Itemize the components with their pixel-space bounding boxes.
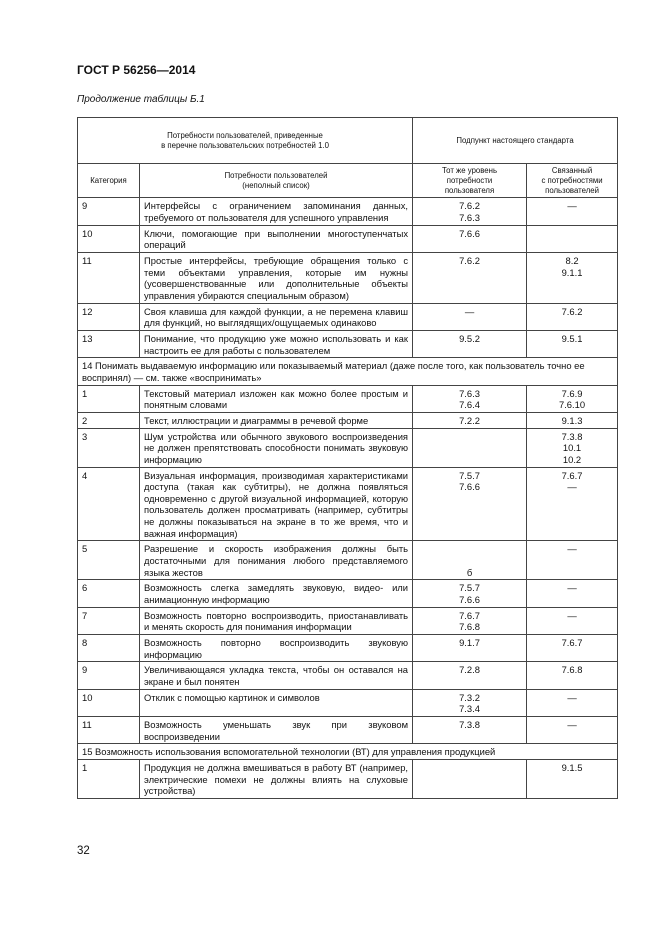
same-level-cell — [413, 759, 527, 798]
need-text-cell: Простые интерфейсы, требующие обращения только с теми объектами управления, которые им нужны (усовершенствованные или дополнительные объекты управления убираются специальным образом) — [140, 253, 413, 304]
table-row — [78, 541, 618, 580]
table-row — [78, 467, 618, 541]
table-row — [78, 225, 618, 252]
need-text-cell: Разрешение и скорость изображения должны быть достаточными для понимания любого представляемого языка жестов — [140, 541, 413, 580]
need-text-cell: Понимание, что продукцию уже можно использовать и как настроить ее для работы с пользователем — [140, 330, 413, 357]
need-text-cell: Возможность повторно воспроизводить, приостанавливать и менять скорость для понимания информации — [140, 607, 413, 634]
table-row — [78, 385, 618, 412]
category-cell: 6 — [78, 580, 140, 607]
related-cell: 7.6.8 — [527, 662, 618, 689]
need-text-cell: Продукция не должна вмешиваться в работу ВТ (например, электрические помехи не должны влиять на слуховые устройства) — [140, 759, 413, 798]
need-text-cell: Визуальная информация, производимая характеристиками доступа (такая как субтитры), не должна появляться одновременно с другой визуальной информацией, которую пользователь должен просматривать (например, субтитры не должны показываться на экране в то же время, что и важная информация) — [140, 467, 413, 541]
category-cell: 9 — [78, 198, 140, 225]
table-row — [78, 607, 618, 634]
related-cell: — — [527, 198, 618, 225]
related-cell: — — [527, 716, 618, 743]
same-level-cell: 7.2.2 — [413, 412, 527, 428]
table-body — [78, 198, 618, 799]
document-title: ГОСТ Р 56256—2014 — [77, 63, 196, 77]
page-number: 32 — [77, 845, 90, 857]
table-row — [78, 635, 618, 662]
need-text-cell: Текст, иллюстрации и диаграммы в речевой форме — [140, 412, 413, 428]
category-cell: 10 — [78, 225, 140, 252]
need-text-cell: Интерфейсы с ограничением запоминания данных, требуемого от пользователя для успешного управления — [140, 198, 413, 225]
needs-table — [77, 117, 618, 799]
same-level-cell: 9.5.2 — [413, 330, 527, 357]
related-cell — [527, 225, 618, 252]
related-cell: 7.3.8 10.1 10.2 — [527, 428, 618, 467]
category-cell: 5 — [78, 541, 140, 580]
related-cell: 7.6.9 7.6.10 — [527, 385, 618, 412]
same-level-cell: 7.3.8 — [413, 716, 527, 743]
related-cell: — — [527, 541, 618, 580]
table-row — [78, 662, 618, 689]
related-cell: 9.5.1 — [527, 330, 618, 357]
same-level-cell — [413, 428, 527, 467]
category-cell: 2 — [78, 412, 140, 428]
related-cell: 8.2 9.1.1 — [527, 253, 618, 304]
table-group-row — [78, 744, 618, 760]
same-level-cell: 9.1.7 — [413, 635, 527, 662]
table-row — [78, 689, 618, 716]
group-heading: 14 Понимать выдаваемую информацию или показываемый материал (даже после того, как пользователь точно ее воспринял) — см. также «воспринимать» — [78, 358, 618, 385]
same-level-cell: 7.5.7 7.6.6 — [413, 467, 527, 541]
header-needs: Потребности пользователей (неполный список) — [140, 164, 413, 198]
table-group-row — [78, 358, 618, 385]
same-level-cell: 7.6.2 — [413, 253, 527, 304]
related-cell: 9.1.3 — [527, 412, 618, 428]
need-text-cell: Возможность слегка замедлять звуковую, видео- или анимационную информацию — [140, 580, 413, 607]
table-row — [78, 330, 618, 357]
category-cell: 4 — [78, 467, 140, 541]
related-cell: — — [527, 607, 618, 634]
header-same-level: Тот же уровень потребности пользователя — [413, 164, 527, 198]
same-level-cell: 7.5.7 7.6.6 — [413, 580, 527, 607]
same-level-cell: 7.6.3 7.6.4 — [413, 385, 527, 412]
need-text-cell: Ключи, помогающие при выполнении многоступенчатых операций — [140, 225, 413, 252]
category-cell: 13 — [78, 330, 140, 357]
category-cell: 11 — [78, 716, 140, 743]
table-row — [78, 580, 618, 607]
table-row — [78, 716, 618, 743]
same-level-cell: 7.6.6 — [413, 225, 527, 252]
same-level-cell: 7.3.2 7.3.4 — [413, 689, 527, 716]
related-cell: — — [527, 580, 618, 607]
header-subclause: Подпункт настоящего стандарта — [413, 118, 618, 164]
need-text-cell: Возможность уменьшать звук при звуковом воспроизведении — [140, 716, 413, 743]
need-text-cell: Отклик с помощью картинок и символов — [140, 689, 413, 716]
related-cell: 7.6.7 — — [527, 467, 618, 541]
same-level-cell: 7.6.7 7.6.8 — [413, 607, 527, 634]
category-cell: 1 — [78, 759, 140, 798]
need-text-cell: Шум устройства или обычного звукового воспроизведения не должен препятствовать способности понимать звуковую информацию — [140, 428, 413, 467]
category-cell: 10 — [78, 689, 140, 716]
need-text-cell: Увеличивающаяся укладка текста, чтобы он оставался на экране и был понятен — [140, 662, 413, 689]
table-row — [78, 759, 618, 798]
category-cell: 8 — [78, 635, 140, 662]
same-level-cell: 7.6.2 7.6.3 — [413, 198, 527, 225]
category-cell: 7 — [78, 607, 140, 634]
header-category: Категория — [78, 164, 140, 198]
category-cell: 11 — [78, 253, 140, 304]
header-needs-group: Потребности пользователей, приведенные в перечне пользовательских потребностей 1.0 — [78, 118, 413, 164]
group-heading: 15 Возможность использования вспомогательной технологии (ВТ) для управления продукцией — [78, 744, 618, 760]
related-cell: 7.6.7 — [527, 635, 618, 662]
need-text-cell: Текстовый материал изложен как можно более простым и понятным словами — [140, 385, 413, 412]
need-text-cell: Своя клавиша для каждой функции, а не перемена клавиш для функций, но выглядящих/ощущаемых одинаково — [140, 303, 413, 330]
related-cell: — — [527, 689, 618, 716]
same-level-cell: 7.2.8 — [413, 662, 527, 689]
related-cell: 7.6.2 — [527, 303, 618, 330]
category-cell: 12 — [78, 303, 140, 330]
category-cell: 9 — [78, 662, 140, 689]
table-row — [78, 303, 618, 330]
table-row — [78, 253, 618, 304]
table-row — [78, 428, 618, 467]
category-cell: 1 — [78, 385, 140, 412]
same-level-cell: — — [413, 303, 527, 330]
category-cell: 3 — [78, 428, 140, 467]
same-level-cell: б — [413, 541, 527, 580]
table-row — [78, 412, 618, 428]
table-caption: Продолжение таблицы Б.1 — [77, 94, 205, 105]
need-text-cell: Возможность повторно воспроизводить звуковую информацию — [140, 635, 413, 662]
related-cell: 9.1.5 — [527, 759, 618, 798]
table-row — [78, 198, 618, 225]
header-related: Связанный с потребностями пользователей — [527, 164, 618, 198]
